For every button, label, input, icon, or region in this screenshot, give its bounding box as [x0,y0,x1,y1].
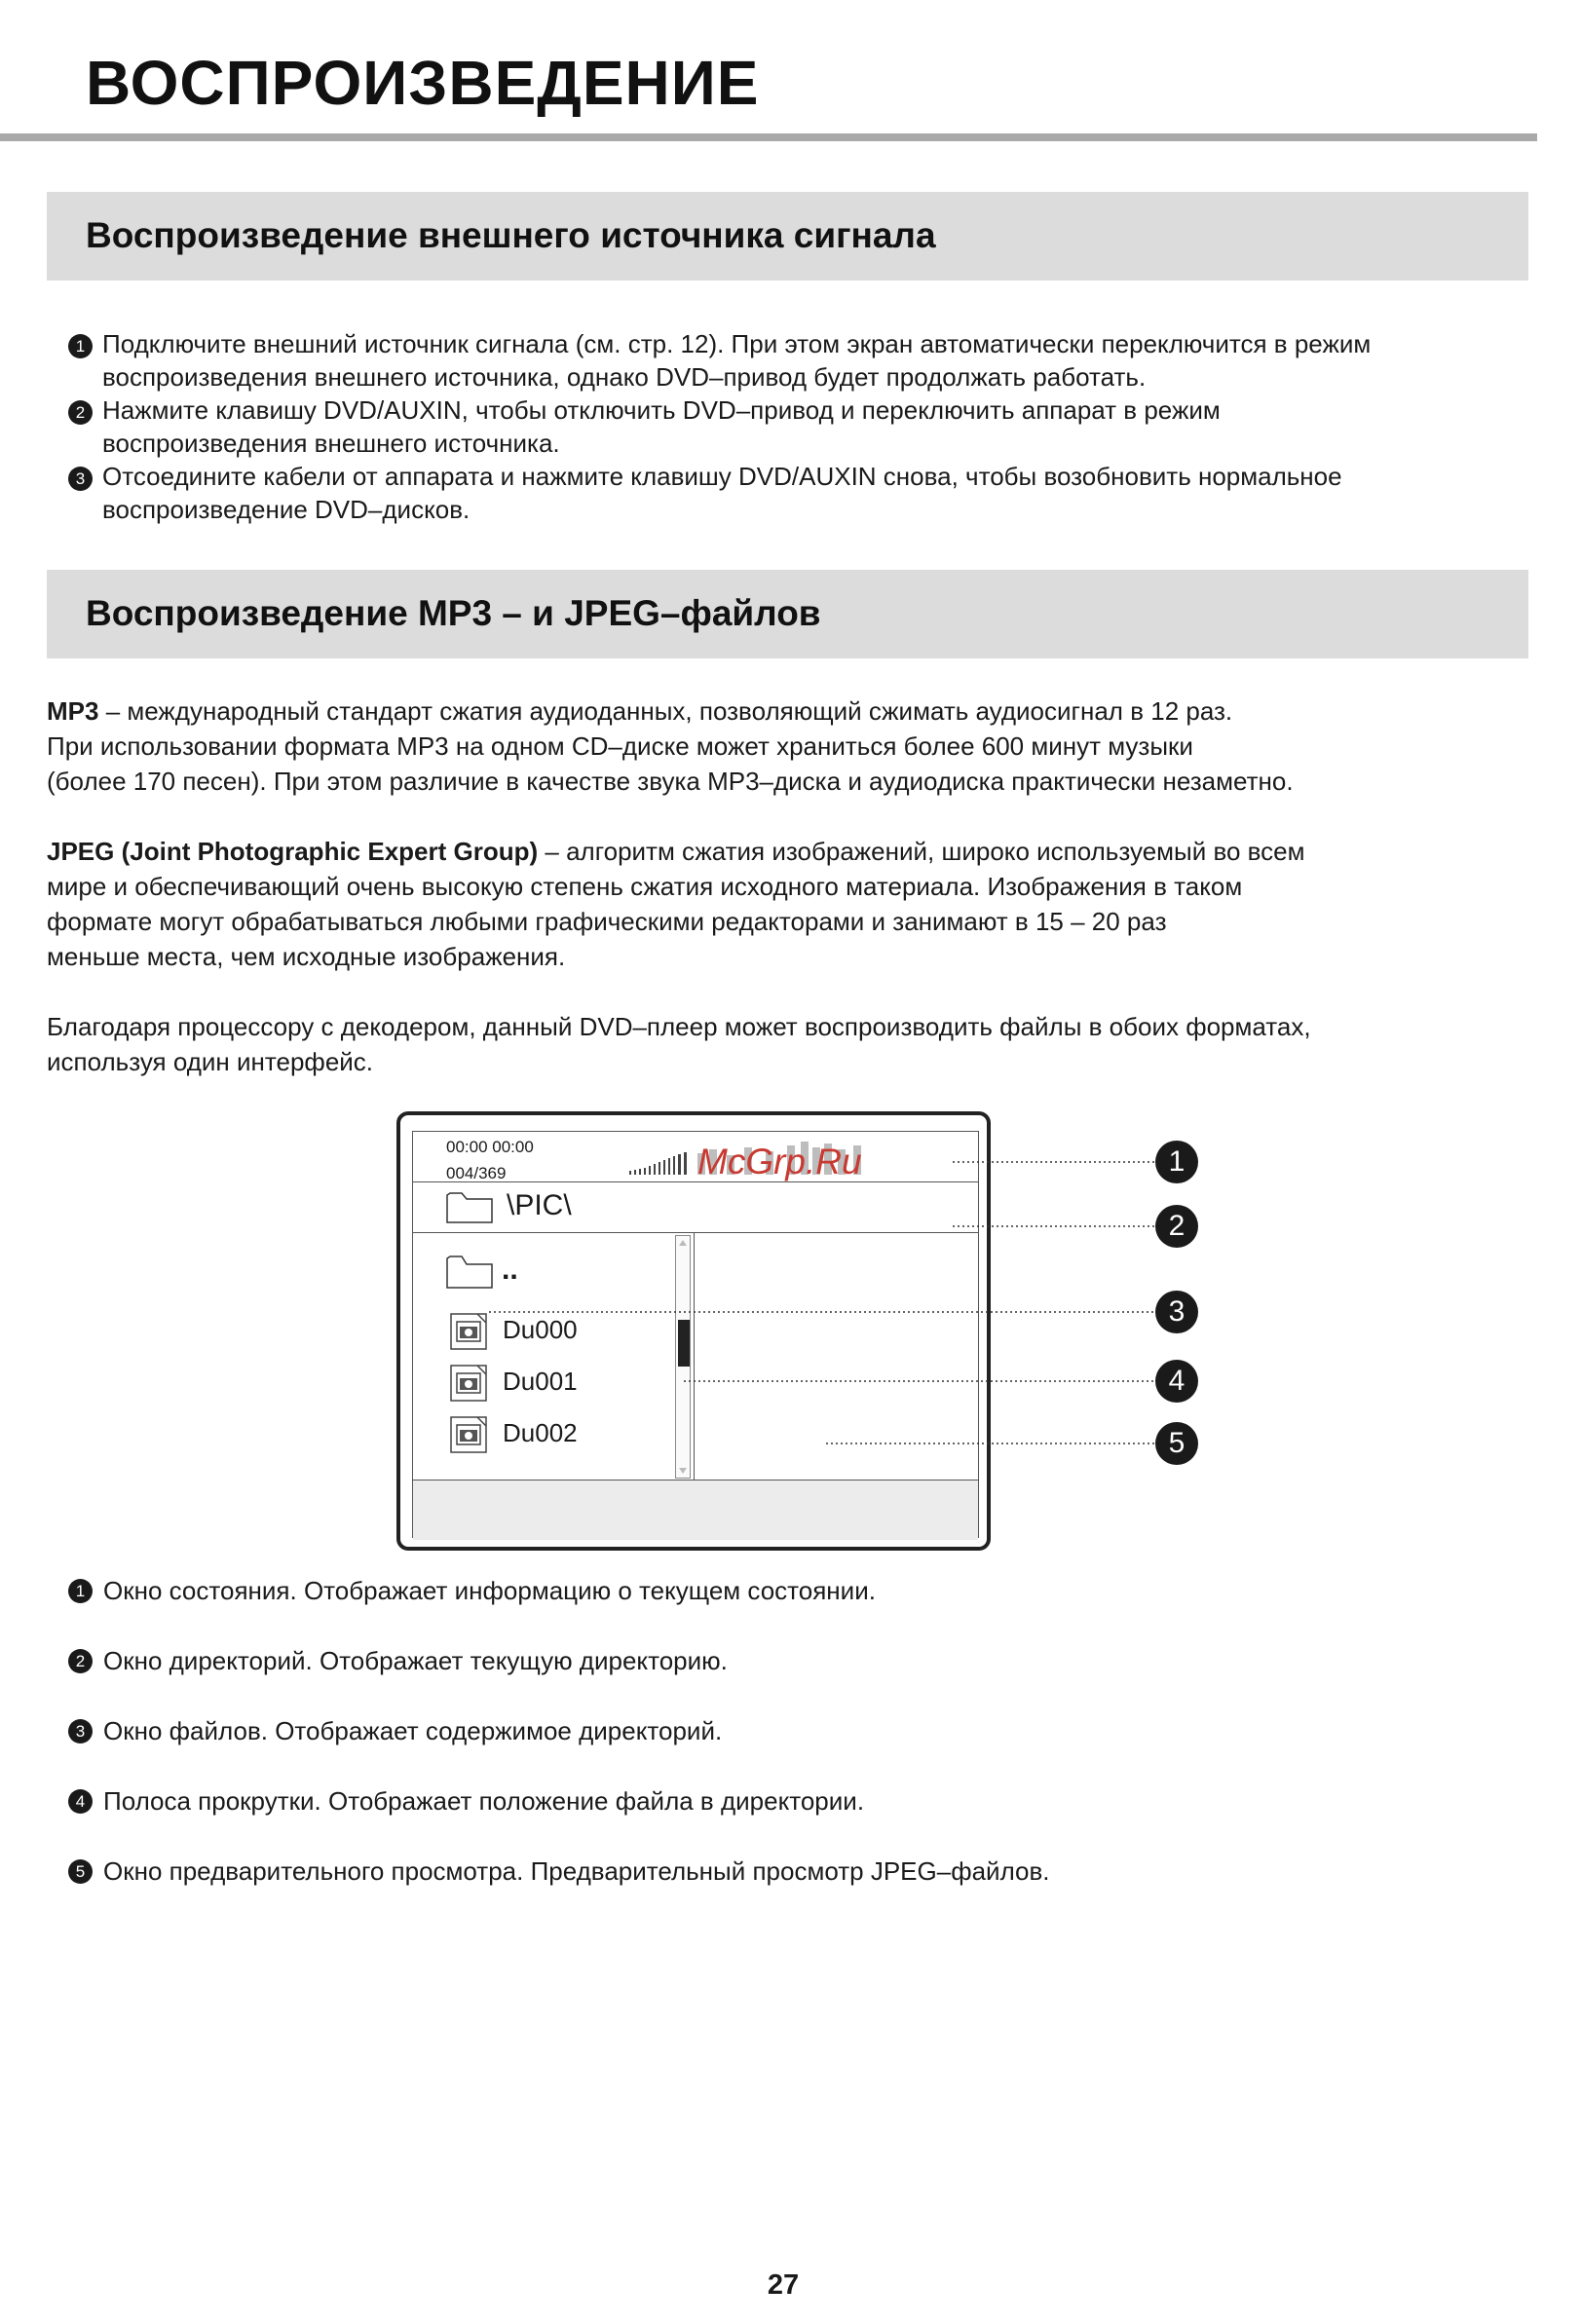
file-item-du002[interactable] [450,1413,684,1456]
jpeg-text: меньше места, чем исходные изображения. [47,942,566,971]
step-text-line: Подключите внешний источник сигнала (см. стр. 12). При этом экран автоматически переключится в режим [102,329,1372,358]
legend-text: Окно состояния. Отображает информацию о текущем состоянии. [103,1576,876,1605]
mp3-paragraph [47,693,1508,799]
scrollbar-thumb[interactable] [678,1320,690,1367]
mp3-text: (более 170 песен). При этом различие в качестве звука MP3–диска и аудиодиска практически незаметно. [47,767,1294,796]
jpeg-text: формате могут обрабатываться любыми графическими редакторами и занимают в 15 – 20 раз [47,907,1167,936]
legend-number: 1 [68,1579,93,1603]
mp3-text: – международный стандарт сжатия аудиоданных, позволяющий сжимать аудиосигнал в 12 раз. [98,696,1233,726]
mp3-term: MP3 [47,696,99,726]
section-header-mp3-jpeg [47,570,1528,658]
step-text-line: Нажмите клавишу DVD/AUXIN, чтобы отключить DVD–привод и переключить аппарат в режим [102,395,1221,425]
callout-2: 2 [1155,1205,1198,1248]
page-number: 27 [767,2269,800,2301]
file-item-du001[interactable] [450,1362,684,1405]
legend-number: 3 [68,1719,93,1743]
parent-folder-icon[interactable] [446,1254,493,1289]
step-1 [68,327,1510,394]
legend-item [68,1574,1510,1644]
callout-5: 5 [1155,1422,1198,1465]
step-text-line: воспроизведения внешнего источника. [102,429,560,458]
legend-text: Окно директорий. Отображает текущую директорию. [103,1646,728,1675]
image-file-icon [450,1313,487,1350]
info-bar [413,1480,978,1540]
section-title-mp3-jpeg: Воспроизведение MP3 – и JPEG–файлов [86,593,821,633]
player-screen-diagram [396,1111,991,1551]
decoder-text: Благодаря процессору с декодером, данный DVD–плеер может воспроизводить файлы в обоих форматах, [47,1012,1311,1041]
external-source-steps [68,327,1510,526]
section-header-external [47,192,1528,281]
legend-number: 2 [68,1649,93,1673]
status-time: 00:00 00:00 [446,1138,534,1156]
screen-inner-frame [412,1131,979,1538]
legend [68,1574,1510,1925]
step-text-line: воспроизведения внешнего источника, однако DVD–привод будет продолжать работать. [102,362,1147,392]
step-2 [68,394,1510,460]
mp3-text: При использовании формата MP3 на одном CD–диске может храниться более 600 минут музыки [47,731,1193,761]
folder-icon [446,1190,493,1223]
step-3 [68,460,1510,526]
legend-number: 5 [68,1859,93,1884]
legend-item [68,1784,1510,1855]
legend-item [68,1855,1510,1925]
status-window [413,1132,978,1182]
legend-number: 4 [68,1789,93,1814]
file-name: Du000 [503,1315,578,1344]
callout-4: 4 [1155,1360,1198,1403]
section-title-external: Воспроизведение внешнего источника сигнала [86,215,936,255]
legend-text: Окно предварительного просмотра. Предварительный просмотр JPEG–файлов. [103,1856,1050,1886]
scroll-down-arrow-icon[interactable] [678,1467,688,1475]
page-title: ВОСПРОИЗВЕДЕНИЕ [86,48,760,118]
step-text-line: воспроизведение DVD–дисков. [102,495,471,524]
callout-1: 1 [1155,1141,1198,1183]
image-file-icon [450,1365,487,1402]
current-directory: \PIC\ [507,1189,572,1221]
jpeg-paragraph [47,834,1508,974]
decoder-text: используя один интерфейс. [47,1047,374,1076]
watermark: McGrp.Ru [697,1142,862,1181]
jpeg-text: мире и обеспечивающий очень высокую степень сжатия исходного материала. Изображения в таком [47,872,1243,901]
scrollbar[interactable] [675,1235,691,1479]
step-number: 3 [68,467,93,491]
legend-text: Окно файлов. Отображает содержимое директорий. [103,1716,723,1745]
directory-window [413,1181,978,1233]
status-track-count: 004/369 [446,1164,507,1182]
image-file-icon [450,1416,487,1453]
file-window [413,1232,692,1480]
scroll-up-arrow-icon[interactable] [678,1239,688,1247]
legend-text: Полоса прокрутки. Отображает положение файла в директории. [103,1786,865,1816]
preview-window [694,1232,980,1480]
jpeg-term: JPEG (Joint Photographic Expert Group) [47,837,539,866]
file-name: Du002 [503,1418,578,1447]
step-text-line: Отсоедините кабели от аппарата и нажмите клавишу DVD/AUXIN снова, чтобы возобновить нормальное [102,462,1342,491]
title-rule [0,133,1537,141]
decoder-paragraph [47,1009,1508,1079]
parent-directory-entry[interactable]: .. [502,1254,518,1286]
callout-3: 3 [1155,1291,1198,1333]
file-name: Du001 [503,1367,578,1396]
file-item-du000[interactable] [450,1310,684,1353]
legend-item [68,1644,1510,1714]
legend-item [68,1714,1510,1784]
jpeg-text: – алгоритм сжатия изображений, широко используемый во всем [538,837,1305,866]
step-number: 2 [68,400,93,425]
step-number: 1 [68,334,93,358]
